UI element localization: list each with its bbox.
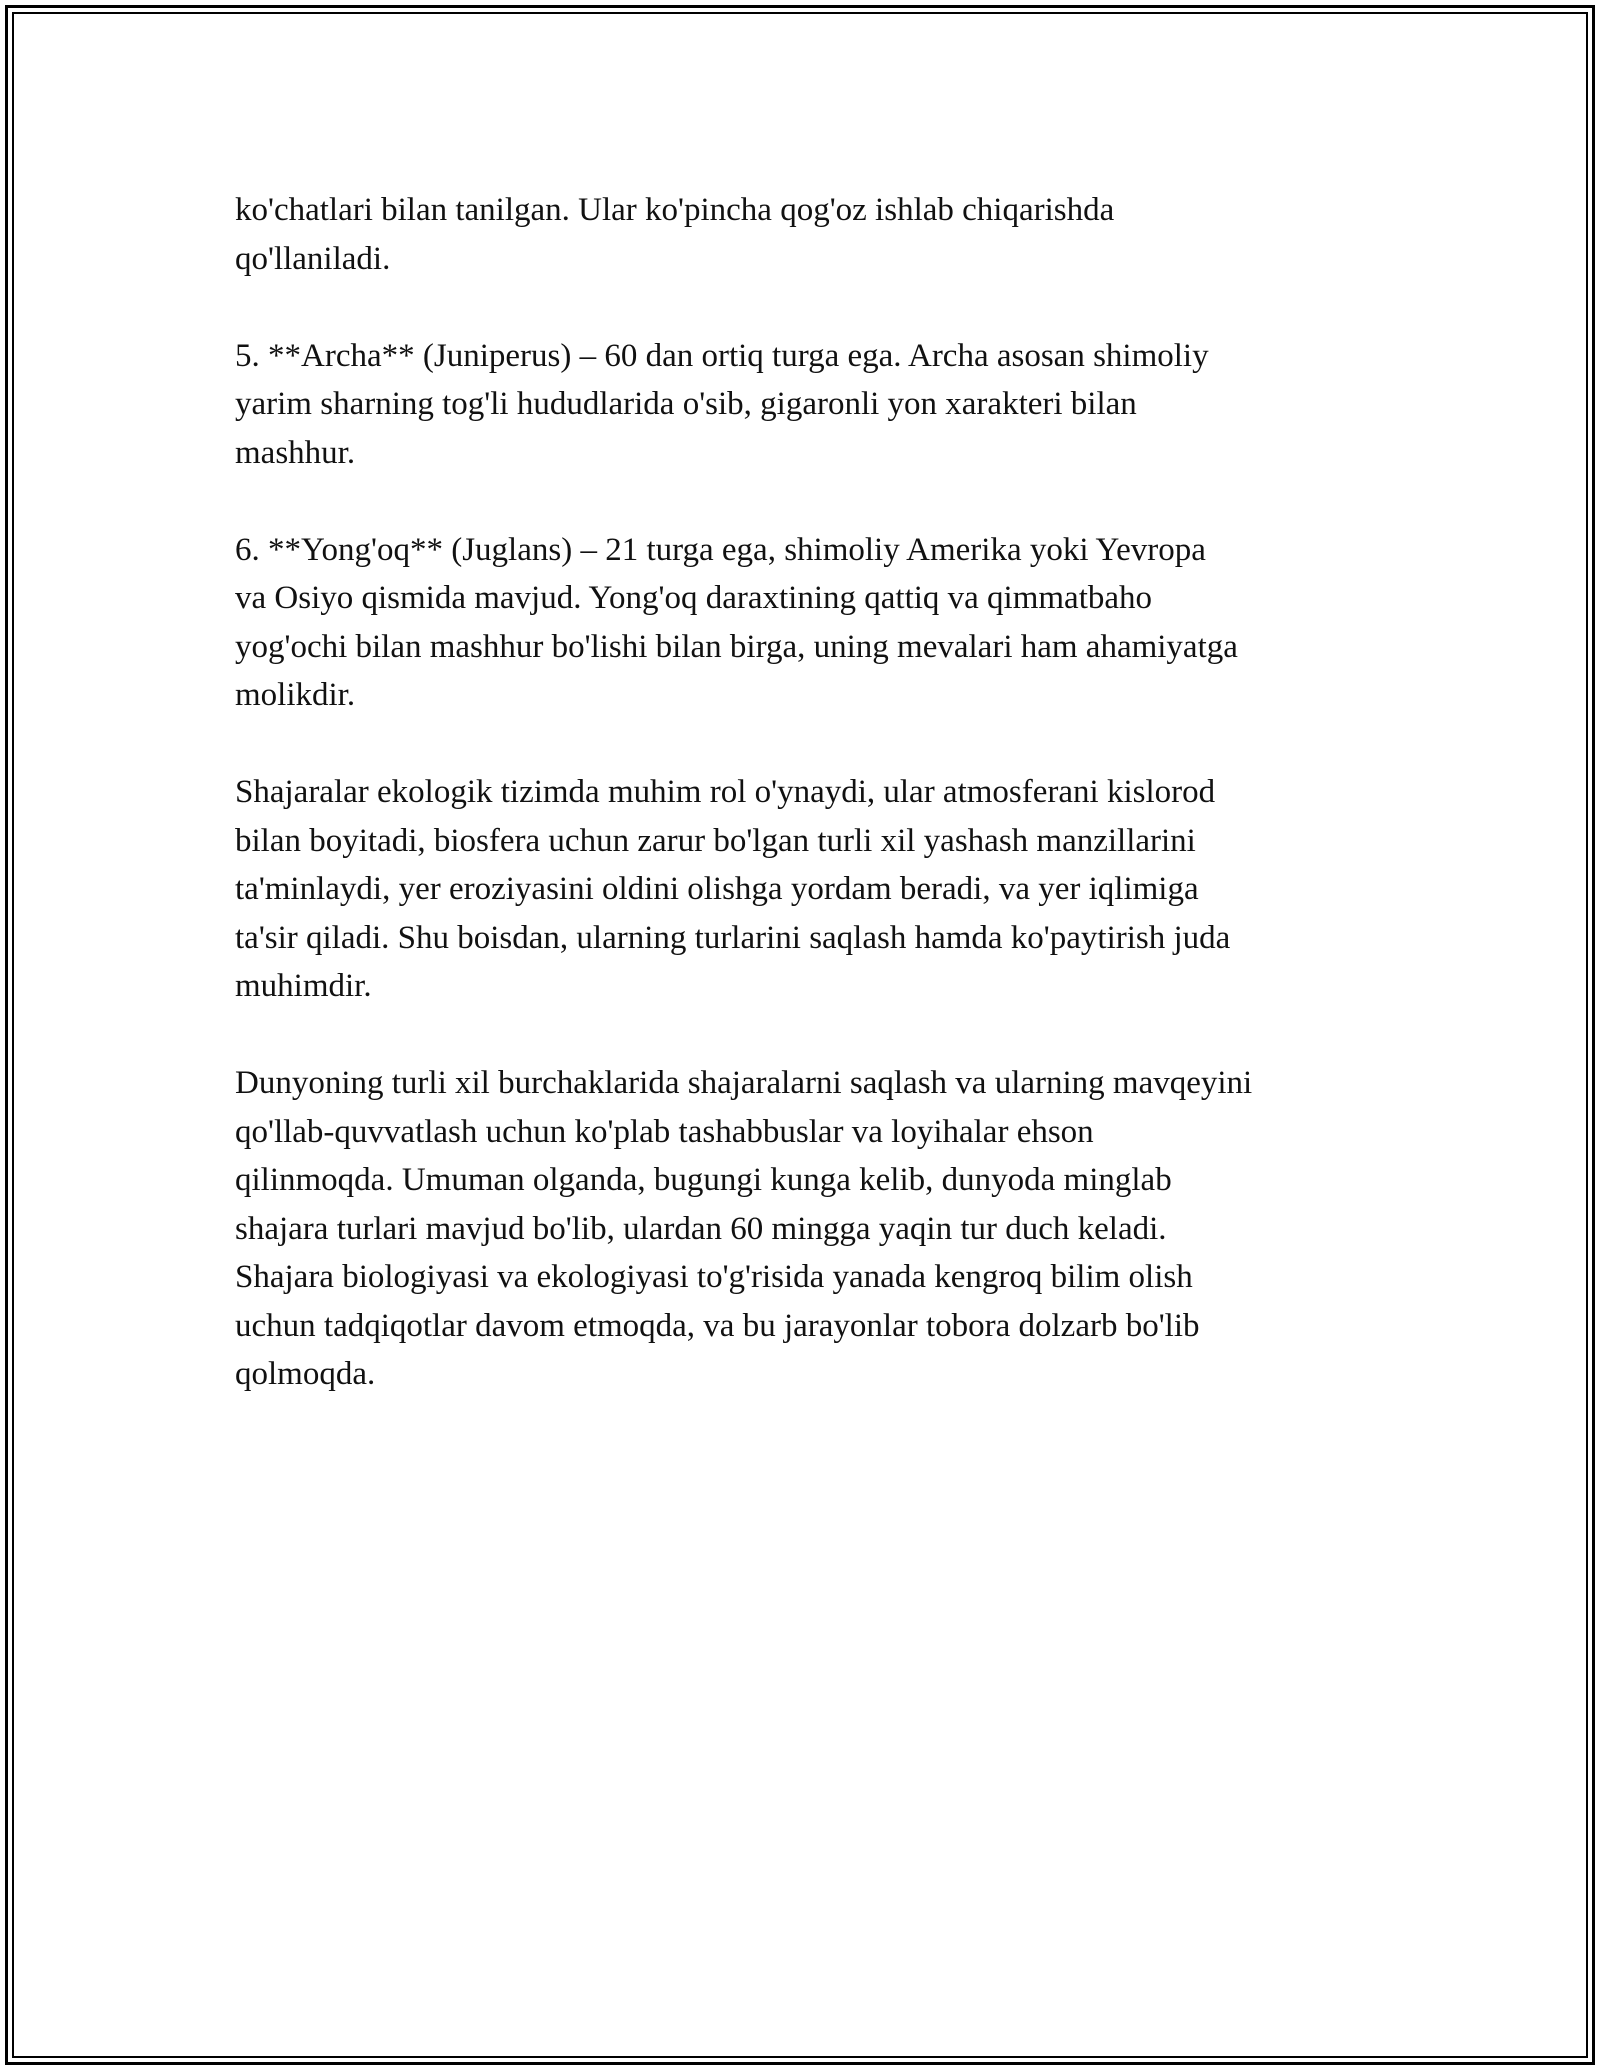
- text-line: va Osiyo qismida mavjud. Yong'oq daraxtining qattiq va qimmatbaho: [235, 580, 1153, 616]
- text-line: 6. **Yong'oq** (Juglans) – 21 turga ega, shimoliy Amerika yoki Yevropa: [235, 531, 1206, 568]
- text-line: Shajara biologiyasi va ekologiyasi to'g'risida yanada kengroq bilim olish: [235, 1259, 1193, 1295]
- text-line: molikdir.: [235, 677, 356, 713]
- text-line: mashhur.: [235, 434, 356, 471]
- text-line: Dunyoning turli xil burchaklarida shajaralarni saqlash va ularning mavqeyini: [235, 1065, 1253, 1101]
- list-item-yongoq: [235, 526, 1385, 720]
- document-body: [235, 186, 1385, 1447]
- text-line: qolmoqda.: [235, 1356, 376, 1392]
- text-line: ta'minlaydi, yer eroziyasini oldini olishga yordam beradi, va yer iqlimiga: [235, 871, 1199, 907]
- text-line: shajara turlari mavjud bo'lib, ulardan 60 mingga yaqin tur duch keladi.: [235, 1210, 1167, 1247]
- text-line: uchun tadqiqotlar davom etmoqda, va bu jarayonlar tobora dolzarb bo'lib: [235, 1307, 1200, 1344]
- text-line: qilinmoqda. Umuman olganda, bugungi kunga kelib, dunyoda minglab: [235, 1162, 1172, 1198]
- paragraph-conservation: [235, 1059, 1385, 1399]
- text-line: qo'llaniladi.: [235, 240, 391, 277]
- text-line: ta'sir qiladi. Shu boisdan, ularning turlarini saqlash hamda ko'paytirish juda: [235, 919, 1231, 956]
- text-line: bilan boyitadi, biosfera uchun zarur bo'lgan turli xil yashash manzillarini: [235, 822, 1196, 859]
- text-line: qo'llab-quvvatlash uchun ko'plab tashabbuslar va loyihalar ehson: [235, 1113, 1094, 1150]
- text-line: muhimdir.: [235, 968, 372, 1004]
- text-line: yarim sharning tog'li hududlarida o'sib, gigaronli yon xarakteri bilan: [235, 386, 1137, 422]
- text-line: ko'chatlari bilan tanilgan. Ular ko'pincha qog'oz ishlab chiqarishda: [235, 192, 1115, 228]
- list-item-archa: [235, 332, 1385, 478]
- text-line: Shajaralar ekologik tizimda muhim rol o'ynaydi, ular atmosferani kislorod: [235, 774, 1216, 810]
- paragraph-ecology: [235, 768, 1385, 1011]
- paragraph-continuation: [235, 186, 1385, 283]
- text-line: 5. **Archa** (Juniperus) – 60 dan ortiq turga ega. Archa asosan shimoliy: [235, 337, 1209, 374]
- text-line: yog'ochi bilan mashhur bo'lishi bilan birga, uning mevalari ham ahamiyatga: [235, 628, 1238, 665]
